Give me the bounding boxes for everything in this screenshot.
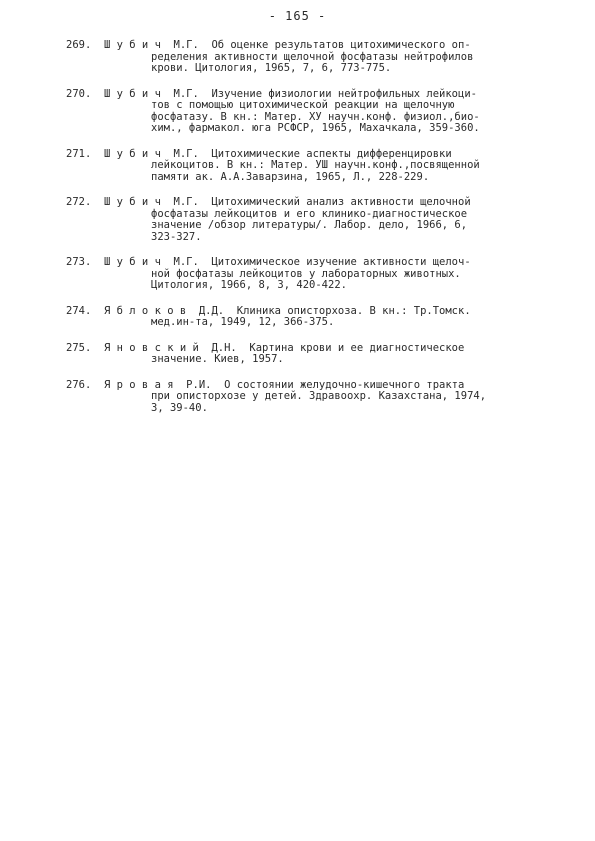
entry-line: хим., фармакол. юга РСФСР, 1965, Махачкала, 359-360.	[151, 122, 480, 134]
bibliography-entry	[0, 149, 595, 184]
entry-line: Ш у б и ч М.Г. Об оценке результатов цитохимического оп-	[104, 39, 471, 51]
entry-number: 274.	[66, 304, 92, 317]
entry-line: Я р о в а я Р.И. О состоянии желудочно-кишечного тракта	[104, 378, 465, 391]
entry-line: Ш у б и ч М.Г. Цитохимические аспекты дифференцировки	[104, 147, 452, 160]
entry-line: Я н о в с к и й Д.Н. Картина крови и ее диагностическое	[104, 341, 465, 354]
entry-line: ной фосфатазы лейкоцитов у лабораторных животных.	[151, 267, 461, 280]
entry-line: фосфатазу. В кн.: Матер. ХУ научн.конф. физиол.,био-	[151, 110, 480, 123]
bibliography-entry	[0, 380, 595, 415]
entry-line: фосфатазы лейкоцитов и его клинико-диагностическое	[151, 207, 468, 220]
entry-line: Ш у б и ч М.Г. Цитохимический анализ активности щелочной	[104, 196, 471, 208]
entry-number: 273.	[66, 256, 92, 268]
entry-line: 3, 39-40.	[151, 401, 208, 414]
entry-text	[104, 306, 544, 329]
bibliography-entry	[0, 197, 595, 243]
entry-text	[104, 257, 544, 292]
entry-text	[104, 197, 544, 243]
entry-line: тов с помощью цитохимической реакции на щелочную	[151, 99, 455, 111]
bibliography-entry	[0, 306, 595, 329]
bibliography-list	[0, 40, 595, 428]
entry-line: Цитология, 1966, 8, 3, 420-422.	[151, 279, 347, 291]
entry-number: 269.	[66, 39, 92, 51]
entry-text	[104, 380, 544, 415]
entry-text	[104, 343, 544, 366]
entry-text	[104, 89, 544, 135]
entry-number: 270.	[66, 87, 92, 100]
entry-line: мед.ин-та, 1949, 12, 366-375.	[151, 316, 335, 328]
entry-text	[104, 149, 544, 184]
entry-line: крови. Цитология, 1965, 7, 6, 773-775.	[151, 62, 392, 74]
page-number: - 165 -	[268, 9, 327, 23]
bibliography-entry	[0, 343, 595, 366]
entry-line: Я б л о к о в Д.Д. Клиника описторхоза. В кн.: Тр.Томск.	[104, 304, 471, 317]
entry-line: 323-327.	[151, 230, 202, 243]
bibliography-entry	[0, 40, 595, 75]
entry-line: значение /обзор литературы/. Лабор. дело, 1966, 6,	[151, 219, 468, 231]
entry-line: ределения активности щелочной фосфатазы нейтрофилов	[151, 50, 474, 63]
entry-line: при описторхозе у детей. Здравоохр. Казахстана, 1974,	[151, 390, 487, 402]
entry-line: значение. Киев, 1957.	[151, 353, 284, 365]
bibliography-entry	[0, 89, 595, 135]
entry-number: 276.	[66, 378, 92, 391]
entry-text	[104, 40, 544, 75]
entry-number: 271.	[66, 147, 92, 160]
entry-number: 275.	[66, 341, 92, 354]
bibliography-entry	[0, 257, 595, 292]
entry-line: Ш у б и ч М.Г. Изучение физиологии нейтрофильных лейкоци-	[104, 87, 477, 100]
entry-line: Ш у б и ч М.Г. Цитохимическое изучение активности щелоч-	[104, 256, 471, 268]
entry-line: лейкоцитов. В кн.: Матер. УШ научн.конф.,посвященной	[151, 159, 480, 171]
entry-number: 272.	[66, 196, 92, 208]
entry-line: памяти ак. А.А.Заварзина, 1965, Л., 228-229.	[151, 170, 430, 183]
